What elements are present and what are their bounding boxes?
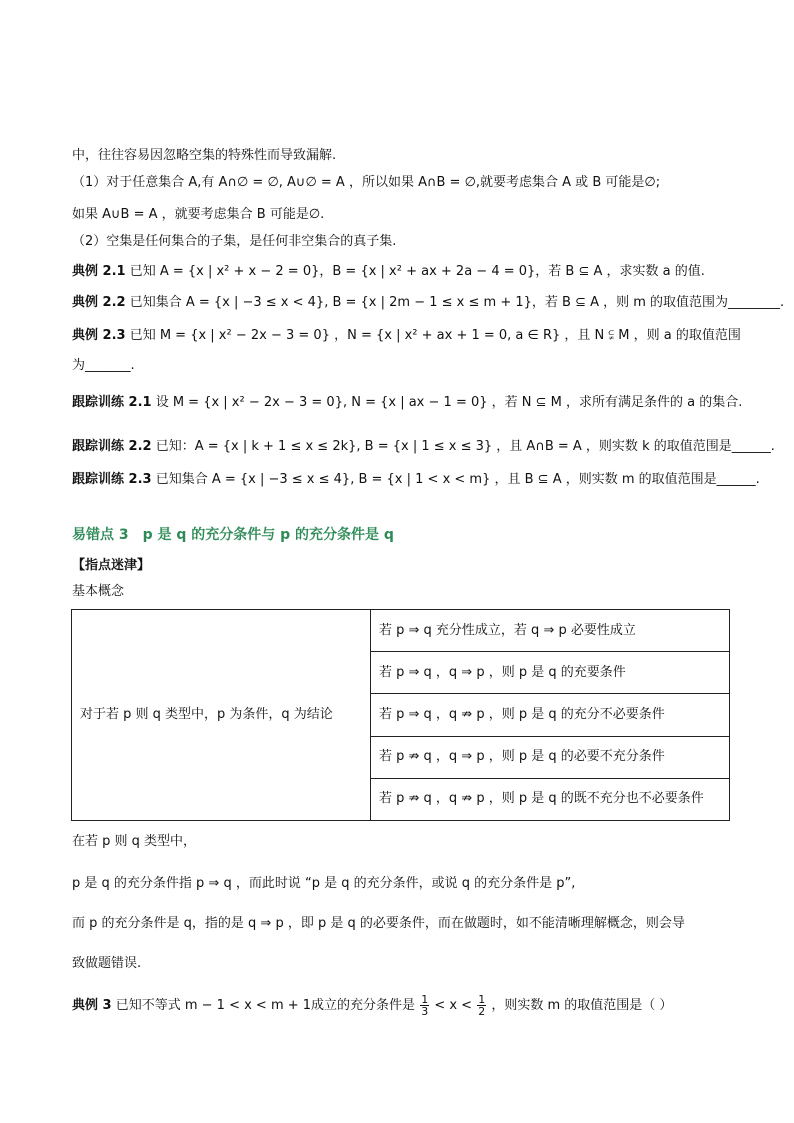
- paragraph-after-2: p 是 q 的充分条件指 p ⇒ q ，而此时说 “p 是 q 的充分条件，或说 q 的充分条件是 p”,: [72, 876, 576, 891]
- exercise-label: 跟踪训练 2.1: [72, 395, 152, 410]
- basic-concept-label: 基本概念: [72, 584, 125, 599]
- paragraph-intro: 中，往往容易因忽略空集的特殊性而导致漏解.: [72, 148, 337, 163]
- fraction-one-third: $\frac{1}{3}$: [421, 993, 429, 1018]
- fraction-one-half: $\frac{1}{2}$: [478, 993, 486, 1018]
- example-3: [72, 994, 672, 1017]
- exercise-text: 已知：A = {x | k + 1 ≤ x ≤ 2k}, B = {x | 1 ≤ x ≤ 3} ，且 A∩B = A ，则实数 k 的取值范围是______.: [151, 439, 775, 454]
- example-2-2: [72, 293, 784, 313]
- exercise-2-2: [72, 437, 775, 457]
- table-cell: 若 p ⇒ q ，q ⇒ p ，则 p 是 q 的充要条件: [371, 652, 730, 694]
- paragraph-after-3: 而 p 的充分条件是 q，指的是 q ⇒ p ，即 p 是 q 的必要条件，而在做题时，如不能清晰理解概念，则会导: [72, 916, 685, 931]
- example-label: 典例 2.2: [72, 295, 126, 310]
- exercise-text: 设 M = {x | x² − 2x − 3 = 0}, N = {x | ax − 1 = 0} ，若 N ⊆ M ，求所有满足条件的 a 的集合.: [151, 395, 743, 410]
- example-text: 已知不等式 m − 1 < x < m + 1成立的充分条件是: [111, 998, 416, 1013]
- exercise-text: 已知集合 A = {x | −3 ≤ x ≤ 4}, B = {x | 1 < x < m} ，且 B ⊆ A ，则实数 m 的取值范围是______.: [151, 472, 760, 487]
- concept-table: [71, 609, 730, 821]
- example-2-1: [72, 262, 705, 282]
- paragraph-note-2: （2）空集是任何集合的子集，是任何非空集合的真子集.: [72, 234, 397, 249]
- example-text: 已知 M = {x | x² − 2x − 3 = 0} ，N = {x | x² + ax + 1 = 0, a ∈ R} ，且 N ⫋ M ，则 a 的取值范围: [125, 328, 741, 343]
- example-label: 典例 2.3: [72, 328, 126, 343]
- example-label: 典例 3: [72, 998, 112, 1013]
- exercise-label: 跟踪训练 2.2: [72, 439, 152, 454]
- table-cell: 若 p ⇒ q ，q ⇏ p ，则 p 是 q 的充分不必要条件: [371, 694, 730, 736]
- table-left-cell: 对于若 p 则 q 类型中，p 为条件，q 为结论: [72, 610, 371, 821]
- paragraph-after-4: 致做题错误.: [72, 956, 142, 971]
- example-text: 为_______.: [72, 358, 135, 373]
- exercise-label: 跟踪训练 2.3: [72, 472, 152, 487]
- example-text: 已知 A = {x | x² + x − 2 = 0}，B = {x | x² + ax + 2a − 4 = 0}，若 B ⊆ A ，求实数 a 的值.: [125, 264, 705, 279]
- exercise-2-3: [72, 470, 760, 490]
- table-cell: 若 p ⇏ q ，q ⇏ p ，则 p 是 q 的既不充分也不必要条件: [371, 778, 730, 820]
- exercise-2-1: [72, 393, 742, 413]
- example-text-mid: < x <: [430, 998, 477, 1013]
- table-cell: 若 p ⇏ q ，q ⇒ p ，则 p 是 q 的必要不充分条件: [371, 736, 730, 778]
- example-2-3: [72, 326, 741, 346]
- example-label: 典例 2.1: [72, 264, 126, 279]
- table-cell: 若 p ⇒ q 充分性成立，若 q ⇒ p 必要性成立: [371, 610, 730, 652]
- section-title: 易错点 3 p 是 q 的充分条件与 p 的充分条件是 q: [72, 527, 394, 543]
- paragraph-note-1-cont: 如果 A∪B = A ，就要考虑集合 B 可能是∅.: [72, 207, 325, 222]
- example-text-post: ，则实数 m 的取值范围是（ ）: [487, 998, 673, 1013]
- paragraph-after-1: 在若 p 则 q 类型中，: [72, 834, 197, 849]
- table-row: [72, 610, 730, 652]
- section-subtitle: 【指点迷津】: [72, 558, 151, 573]
- example-2-3-cont: [72, 356, 135, 376]
- example-text: 已知集合 A = {x | −3 ≤ x < 4}, B = {x | 2m − 1 ≤ x ≤ m + 1}，若 B ⊆ A ，则 m 的取值范围为________.: [125, 295, 785, 310]
- paragraph-note-1: （1）对于任意集合 A,有 A∩∅ = ∅, A∪∅ = A ，所以如果 A∩B = ∅,就要考虑集合 A 或 B 可能是∅;: [72, 175, 661, 190]
